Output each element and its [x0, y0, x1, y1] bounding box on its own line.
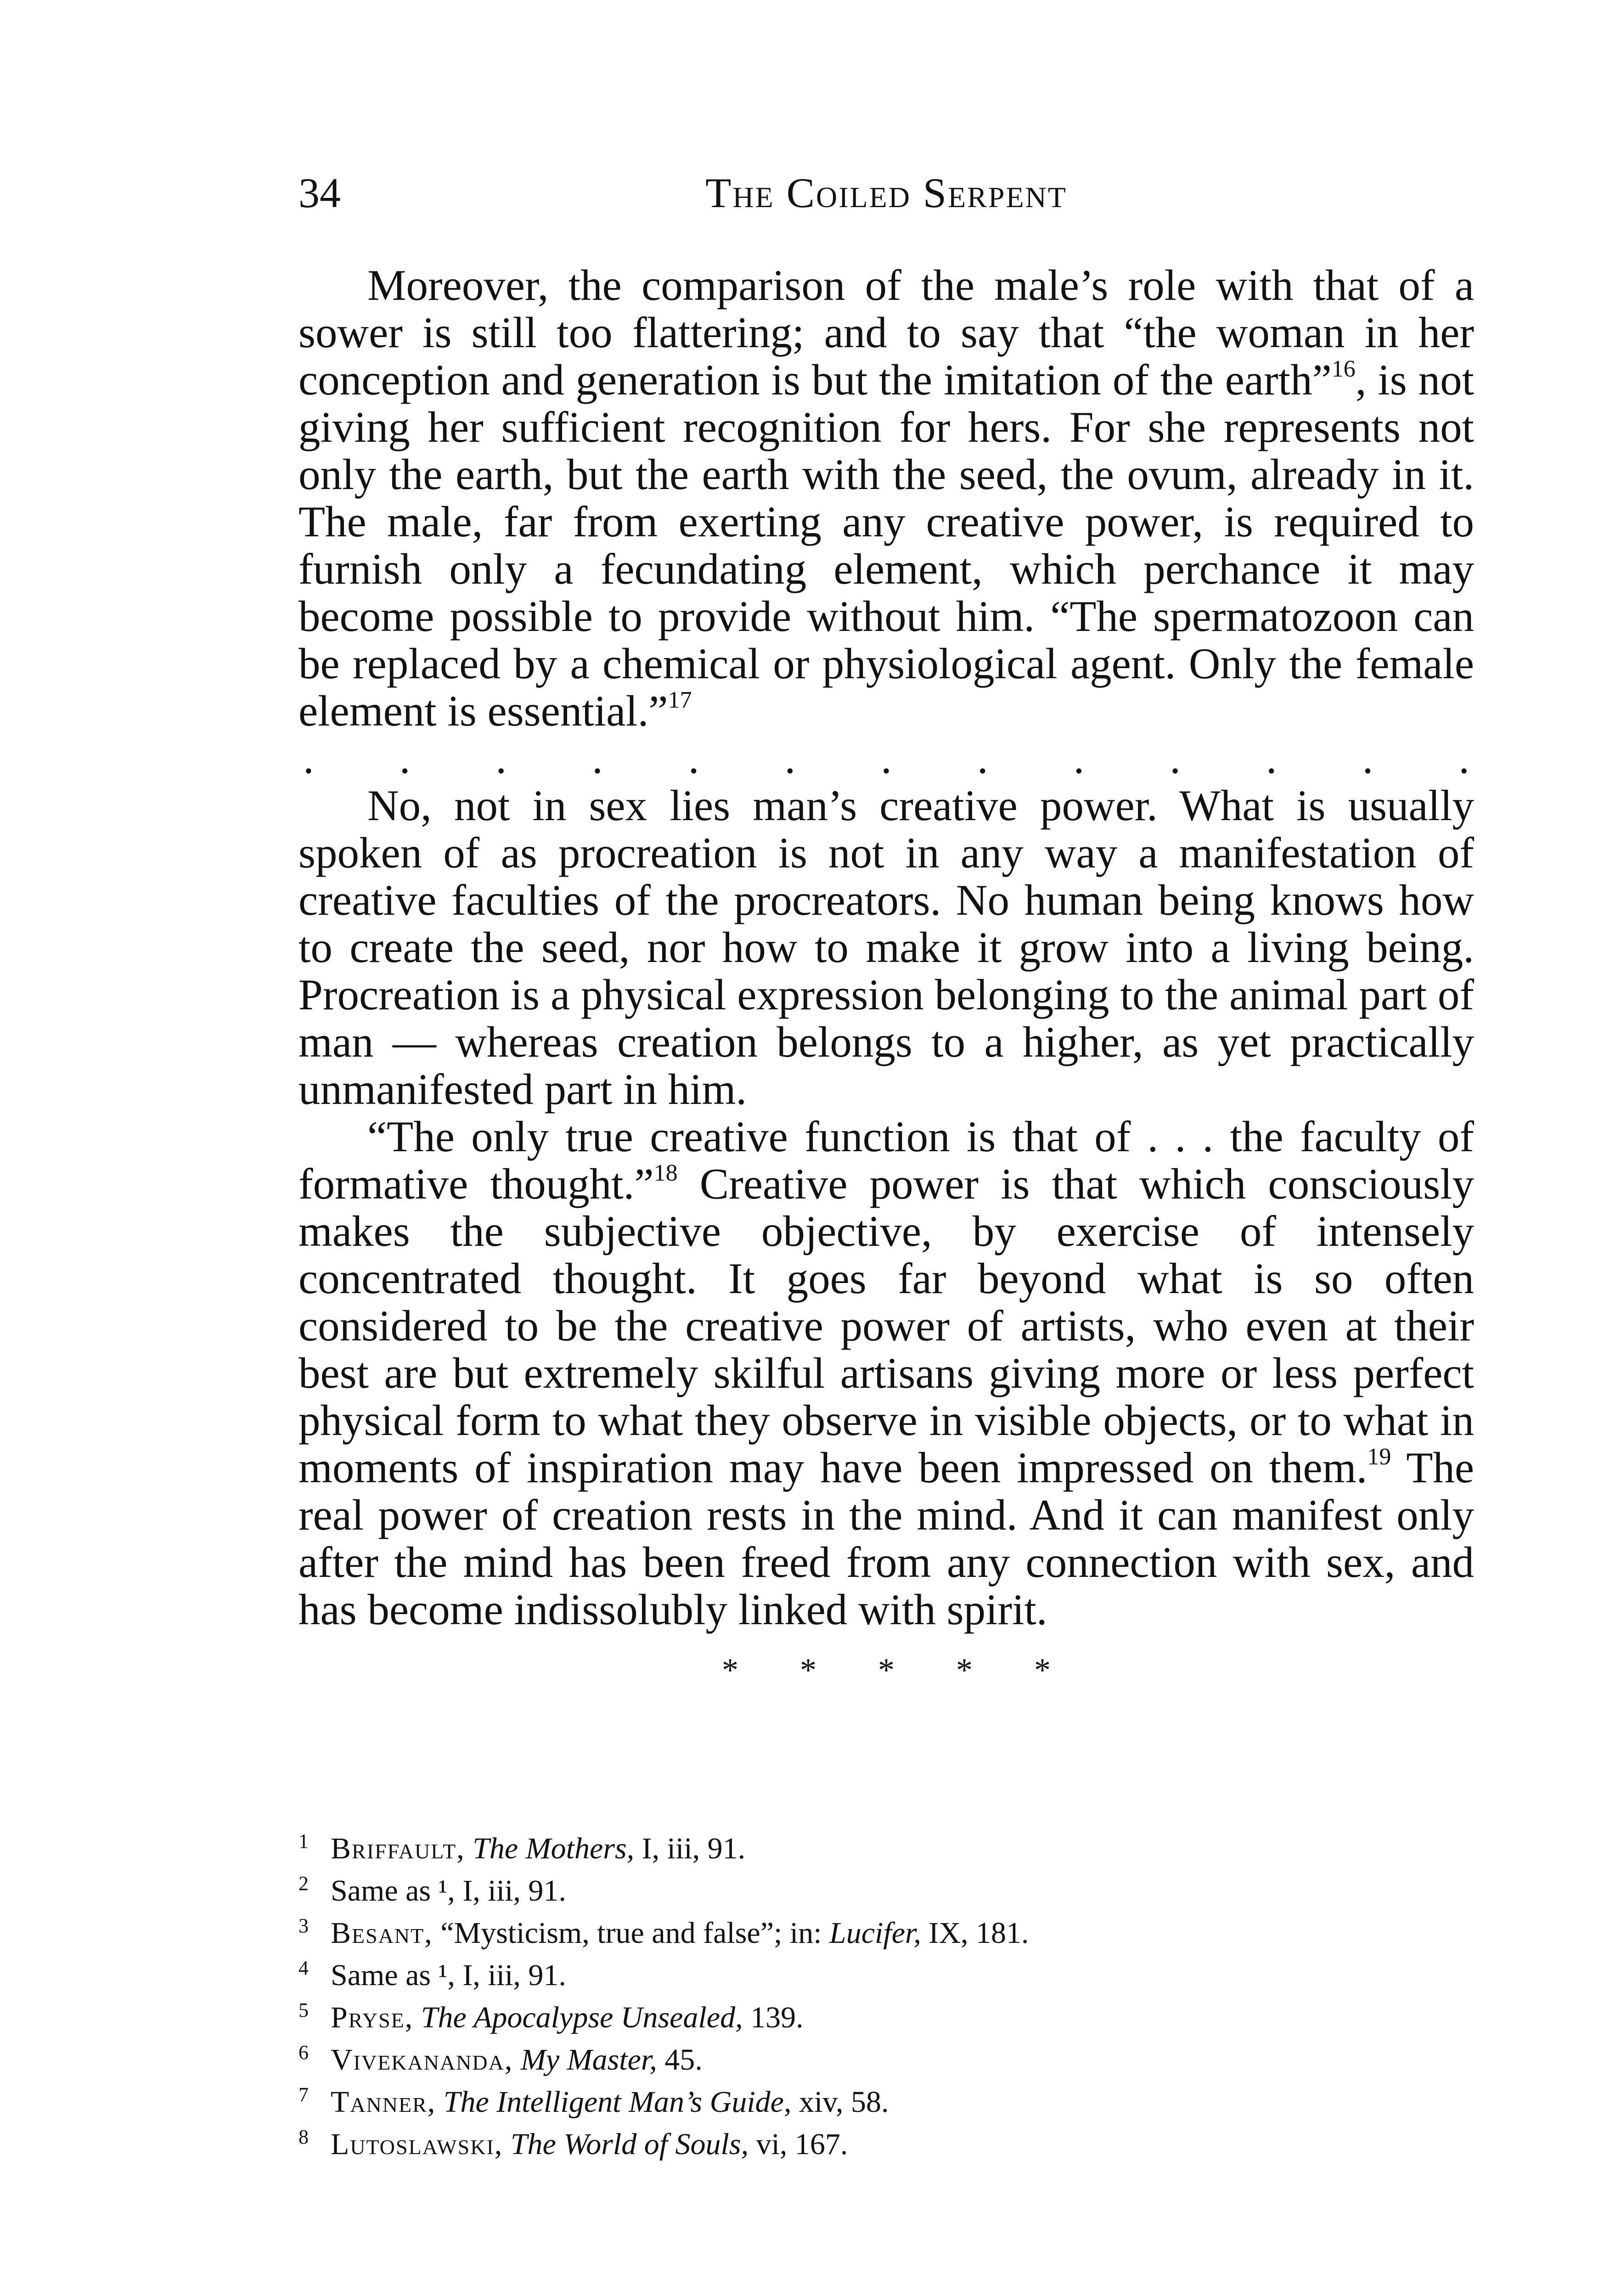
footnote-work: The Mothers,: [473, 1832, 635, 1865]
ellipsis-dot: .: [592, 734, 603, 782]
ellipsis-dot: .: [399, 734, 411, 782]
ellipsis-dot: .: [303, 734, 314, 782]
footnote: [298, 1954, 1474, 1997]
footnote-ref: 17: [668, 687, 692, 713]
footnote-number: 7: [298, 2083, 309, 2106]
footnotes: [298, 1828, 1474, 2166]
footnote-author: Briffault,: [331, 1832, 465, 1865]
footnote-location: Same as ¹, I, iii, 91.: [331, 1874, 566, 1908]
ellipsis-dot: .: [688, 734, 699, 782]
footnote-location: 45.: [664, 2043, 703, 2077]
footnote-number: 8: [298, 2126, 309, 2148]
footnote-location: vi, 167.: [756, 2127, 848, 2161]
footnote-author: Besant,: [331, 1916, 433, 1950]
ellipsis-dot: .: [495, 734, 507, 782]
running-title: The Coiled Serpent: [705, 169, 1067, 216]
ellipsis-dot: .: [1362, 734, 1373, 782]
footnote-author: Lutoslawski,: [331, 2127, 503, 2161]
footnote-author: Tanner,: [331, 2085, 436, 2119]
paragraph-text: Moreover, the comparison of the male’s role with that of a sower is still too flattering; and to say that “the woman in her conception and generation is but the imitation of the earth”: [298, 261, 1474, 404]
paragraph-text: Creative power is that which consciously makes the subjective objective, by exercise of intensely concentrated thought. It goes far beyond what is so often considered to be the creative power of artists, who even at their best are but extremely skilful artisans giving more or less perfect physical form to what they observe in visible objects, or to what in moments of inspiration may have been impressed on them.: [298, 1159, 1474, 1492]
ellipsis-dot: .: [1266, 734, 1277, 782]
paragraph-text: The real power of creation rests in the mind. And it can manifest only after the mind has been freed from any connection with sex, and has become indissolubly linked with spirit.: [298, 1443, 1474, 1634]
footnote: [298, 1912, 1474, 1954]
footnote-number: 3: [298, 1914, 309, 1937]
footnote: [298, 1828, 1474, 1870]
ellipsis-dot: .: [881, 734, 892, 782]
footnote-number: 2: [298, 1872, 309, 1895]
footnote: [298, 2081, 1474, 2123]
footnote-author: Pryse,: [331, 2001, 414, 2034]
footnote-location: I, iii, 91.: [642, 1832, 746, 1865]
footnote-number: 6: [298, 2041, 309, 2064]
footnote: [298, 1870, 1474, 1912]
footnote-number: 4: [298, 1957, 309, 1979]
paragraph-text: No, not in sex lies man’s creative power. What is usually spoken of as procreation is not in any way a manifestation of creative faculties of the procreators. No human being knows how to create the seed, nor how to make it grow into a living being. Procreation is a physical expression belonging to the animal part of man — whereas creation belongs to a higher, as yet practically unmanifested part in him.: [298, 781, 1474, 1114]
footnote-ref: 19: [1367, 1444, 1391, 1470]
footnote-location: IX, 181.: [921, 1916, 1029, 1950]
footnote-location: xiv, 58.: [799, 2085, 889, 2119]
section-break: * * * * *: [722, 1652, 1077, 1688]
ellipsis-dot: .: [784, 734, 796, 782]
paragraph-1: [298, 262, 1474, 735]
footnote-location: “Mysticism, true and false”; in:: [440, 1916, 830, 1950]
footnote-ref: 18: [653, 1160, 678, 1186]
footnote-ref: 16: [1331, 356, 1356, 382]
paragraph-text: , is not giving her sufficient recognition for hers. For she represents not only the earth, but the earth with the seed, the ovum, already in it. The male, far from exerting any creative power, is required to furnish only a fecundating element, which perchance it may become possible to provide without him. “The spermatozoon can be replaced by a chemical or physiological agent. Only the female element is essential.”: [298, 355, 1474, 735]
footnote-number: 5: [298, 1999, 309, 2021]
ellipsis-dot: .: [1073, 734, 1085, 782]
footnote-work: The Apocalypse Unsealed,: [421, 2001, 743, 2034]
footnote-work: Lucifer,: [829, 1916, 921, 1950]
running-head: [298, 165, 1474, 220]
ellipsis-dot: .: [1170, 734, 1181, 782]
page-number: 34: [298, 169, 341, 216]
paragraph-3: [298, 1113, 1474, 1633]
footnote-author: Vivekananda,: [331, 2043, 513, 2077]
footnote: [298, 2039, 1474, 2081]
footnote-work: My Master,: [520, 2043, 657, 2077]
ellipsis-dot: .: [1458, 734, 1469, 782]
footnote-work: The Intelligent Man’s Guide,: [443, 2085, 792, 2119]
footnote-number: 1: [298, 1830, 309, 1852]
ellipsis-row: [298, 735, 1474, 782]
paragraph-2: [298, 782, 1474, 1113]
body-text: [298, 262, 1474, 1698]
paragraph-text: “The only true creative function is that of . . . the faculty of formative thought.”: [298, 1112, 1474, 1208]
footnote-work: The World of Souls,: [510, 2127, 749, 2161]
footnote: [298, 2123, 1474, 2166]
footnote-location: Same as ¹, I, iii, 91.: [331, 1958, 566, 1992]
footnote-location: 139.: [750, 2001, 804, 2034]
footnote: [298, 1997, 1474, 2039]
ellipsis-dot: .: [977, 734, 988, 782]
